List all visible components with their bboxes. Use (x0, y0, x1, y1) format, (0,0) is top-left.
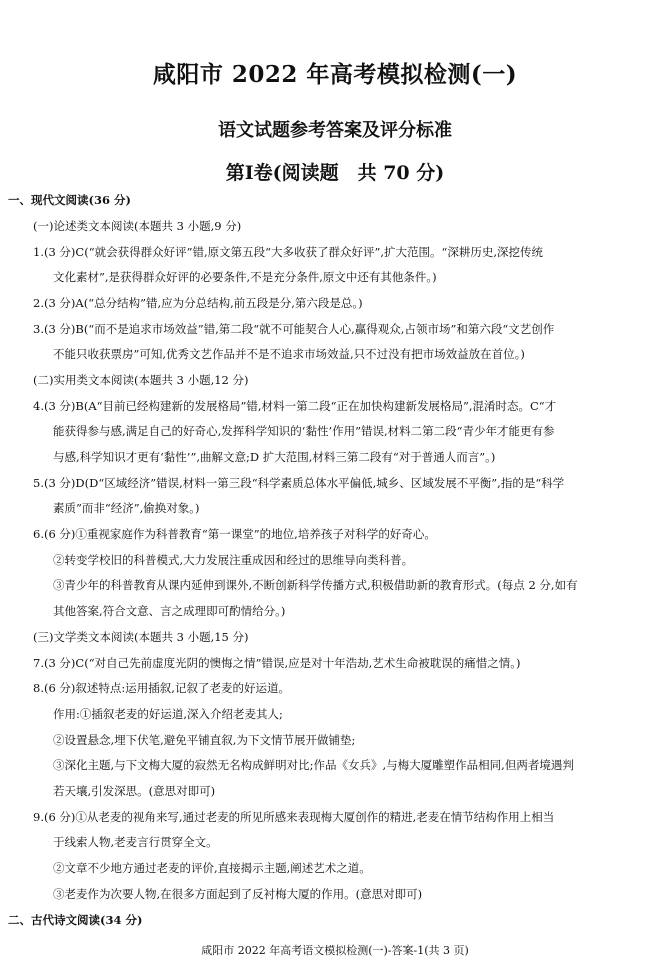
answer-line: (一)论述类文本阅读(本题共 3 小题,9 分) (33, 219, 242, 233)
section-heading: 二、古代诗文阅读(34 分) (8, 913, 143, 927)
answer-line: ②文章不少地方通过老麦的评价,直接揭示主题,阐述艺术之道。 (53, 861, 371, 875)
answer-line: 6.(6 分)①重视家庭作为科普教育“第一课堂”的地位,培养孩子对科学的好奇心。 (33, 527, 436, 541)
answer-line: (二)实用类文本阅读(本题共 3 小题,12 分) (33, 373, 249, 387)
answer-line: ③深化主题,与下文梅大厦的寂然无名构成鲜明对比;作品《女兵》,与梅大厦雕塑作品相同,但两者境遇判 (53, 758, 574, 772)
answer-line: 1.(3 分)C(“就会获得群众好评”错,原文第五段“大多收获了群众好评”,扩大范围。“深耕历史,深挖传统 (33, 245, 544, 259)
answer-line: 文化素材”,是获得群众好评的必要条件,不是充分条件,原文中还有其他条件。) (53, 270, 437, 284)
answer-line: 若天壤,引发深思。(意思对即可) (53, 784, 216, 798)
answer-line: 2.(3 分)A(“总分结构”错,应为分总结构,前五段是分,第六段是总。) (33, 296, 363, 310)
answer-line: 作用:①插叙老麦的好运道,深入介绍老麦其人; (53, 707, 283, 721)
answer-line: 能获得参与感,满足自己的好奇心,发挥科学知识的‘黏性’作用”错误,材料二第二段“青少年才能更有参 (53, 424, 555, 438)
answer-line: 不能只收获票房”可知,优秀文艺作品并不是不追求市场效益,只不过没有把市场效益放在首位。) (53, 347, 525, 361)
section-heading: 一、现代文阅读(36 分) (8, 193, 131, 207)
answer-line: 3.(3 分)B(“而不是追求市场效益”错,第二段“就不可能契合人心,赢得观众,占领市场”和第六段“文艺创作 (33, 322, 555, 336)
volume-heading: 第Ⅰ卷(阅读题 共 70 分) (225, 162, 445, 184)
document-title: 咸阳市 2022 年高考模拟检测(一) (152, 61, 518, 88)
answer-line: 8.(6 分)叙述特点:运用插叙,记叙了老麦的好运道。 (33, 681, 290, 695)
answer-line: 5.(3 分)D(D“区域经济”错误,材料一第三段“科学素质总体水平偏低,城乡、区域发展不平衡”,指的是“科学 (33, 476, 565, 490)
answer-line: ③老麦作为次要人物,在很多方面起到了反衬梅大厦的作用。(意思对即可) (53, 887, 423, 901)
answer-line: 4.(3 分)B(A“目前已经构建新的发展格局”错,材料一第二段“正在加快构建新发展格局”,混淆时态。C“才 (33, 399, 557, 413)
answer-line: ②转变学校旧的科普模式,大力发展注重成因和经过的思维导向类科普。 (53, 553, 414, 567)
answer-line: 与感,科学知识才更有‘黏性’”,曲解文意;D 扩大范围,材料三第二段有“对于普通人而言”。) (53, 450, 496, 464)
answer-line: 9.(6 分)①从老麦的视角来写,通过老麦的所见所感来表现梅大厦创作的精进,老麦在情节结构作用上相当 (33, 810, 555, 824)
document-subtitle: 语文试题参考答案及评分标准 (218, 120, 452, 141)
answer-line: 其他答案,符合文意、言之成理即可酌情给分。) (53, 604, 286, 618)
answer-line: 于线索人物,老麦言行贯穿全文。 (53, 835, 218, 849)
answer-line: ③青少年的科普教育从课内延伸到课外,不断创新科学传播方式,积极借助新的教育形式。(每点 2 分,如有 (53, 578, 578, 592)
answer-line: (三)文学类文本阅读(本题共 3 小题,15 分) (33, 630, 249, 644)
answer-line: ②设置悬念,埋下伏笔,避免平铺直叙,为下文情节展开做铺垫; (53, 733, 356, 747)
answer-line: 7.(3 分)C(“对自己先前虚度光阴的懊悔之情”错误,应是对十年浩劫,艺术生命被耽误的痛惜之情。) (33, 656, 521, 670)
answer-line: 素质”而非“经济”,偷换对象。) (53, 501, 200, 515)
page-footer: 咸阳市 2022 年高考语文模拟检测(一)-答案-1(共 3 页) (201, 944, 469, 957)
